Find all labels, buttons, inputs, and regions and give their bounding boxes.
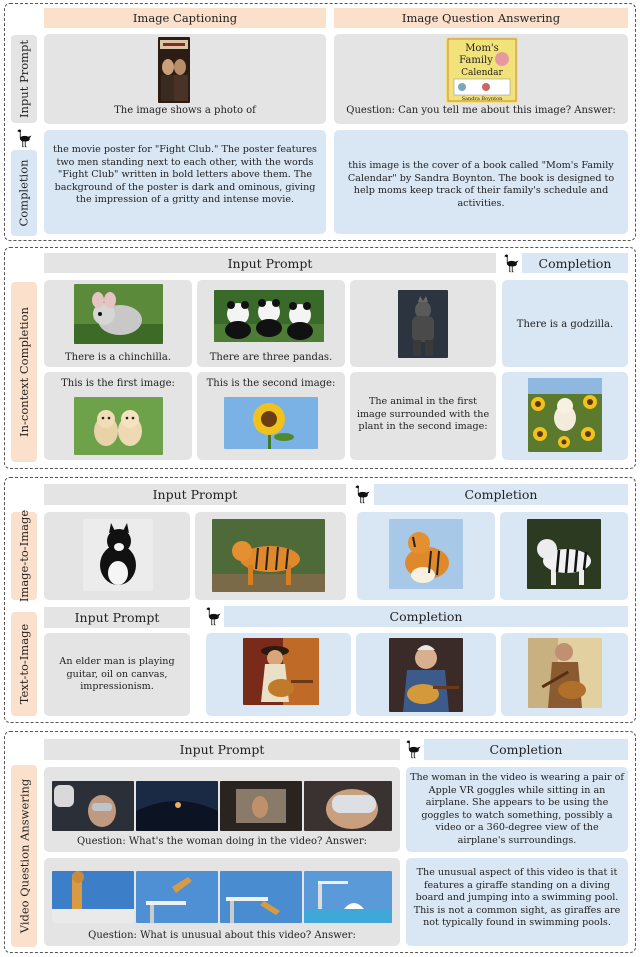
video1-frame-2 — [136, 781, 218, 831]
label-text-to-image: Text-to-Image — [11, 612, 37, 716]
captioning-completion-text: the movie poster for "Fight Club." The poster features two men standing next to each other, with the words "Fight Club" written in bold letters above them. The background of the poster is dark and ominous, giving the impression of a gritty and intense movie. — [53, 144, 317, 205]
header-completion: Completion — [424, 739, 628, 760]
second-image-caption: This is the second image: — [206, 378, 336, 389]
video2-completion-text: The unusual aspect of this video is that it features a giraffe standing on a diving board and jumping into a swimming pool. This is not a common sight, as giraffes are not typically found in swimming pools. — [413, 867, 621, 928]
white-tiger-image — [527, 519, 601, 589]
sunflower-image — [224, 397, 318, 449]
ostrich-icon — [404, 739, 422, 759]
pandas-caption: There are three pandas. — [209, 352, 333, 363]
header-input-prompt: Input Prompt — [44, 739, 400, 760]
video2-frame-2 — [136, 871, 218, 923]
chinchilla-image — [74, 284, 163, 344]
video1-frame-4 — [304, 781, 392, 831]
svg-text:Family: Family — [459, 55, 493, 66]
first-image-caption: This is the first image: — [61, 378, 175, 389]
cat-image — [83, 519, 153, 591]
header-completion: Completion — [224, 606, 628, 627]
godzilla-image — [398, 290, 448, 358]
label-in-context-completion: In-context Completion — [11, 282, 37, 462]
ostrich-icon — [204, 606, 222, 626]
puppies-image — [74, 397, 163, 455]
header-input-prompt: Input Prompt — [44, 484, 346, 505]
label-input-prompt: Input Prompt — [11, 35, 37, 123]
header-input-prompt: Input Prompt — [44, 253, 496, 273]
ostrich-icon — [15, 128, 33, 148]
video1-completion-text: The woman in the video is wearing a pair of Apple VR goggles while sitting in an airplane. She appears to be using the goggles to watch something, possibly a video or a 360-degree view of the airplane's surroundings. — [410, 772, 624, 846]
svg-text:Mom's: Mom's — [465, 43, 499, 54]
tiger-image — [212, 519, 325, 592]
qa-prompt-text: Question: Can you tell me about this image? Answer: — [346, 105, 616, 116]
header-input-prompt: Input Prompt — [44, 607, 190, 628]
qa-completion-text: this image is the cover of a book called "Mom's Family Calendar" by Sandra Boynton. The book is designed to help moms keep track of their family's schedule and activities. — [347, 160, 615, 209]
header-image-captioning: Image Captioning — [44, 8, 326, 28]
combine-prompt-text: The animal in the first image surrounded with the plant in the second image: — [356, 396, 490, 432]
video2-frame-3 — [220, 871, 302, 923]
video1-frame-1 — [52, 781, 134, 831]
chinchilla-caption: There is a chinchilla. — [64, 352, 171, 363]
label-image-to-image: Image-to-Image — [11, 512, 37, 600]
pandas-image — [214, 290, 324, 342]
puppy-sunflowers-image — [528, 378, 602, 452]
header-completion: Completion — [374, 484, 628, 505]
label-video-question-answering: Video Question Answering — [11, 765, 37, 947]
video2-frame-4 — [304, 871, 392, 923]
video1-frame-3 — [220, 781, 302, 831]
ostrich-icon — [353, 484, 371, 504]
t2i-prompt-text: An elder man is playing guitar, oil on canvas, impressionism. — [59, 656, 175, 692]
video2-question-text: Question: What is unusual about this video? Answer: — [88, 930, 356, 941]
guitar-painting-3-image — [528, 638, 602, 708]
moms-family-calendar-image — [446, 37, 518, 103]
video1-question-text: Question: What's the woman doing in the video? Answer: — [76, 836, 368, 847]
fight-club-poster-image — [158, 37, 190, 103]
ostrich-icon — [502, 253, 520, 273]
tiger-cat-image — [389, 519, 463, 589]
svg-text:Calendar: Calendar — [461, 68, 503, 78]
header-completion: Completion — [522, 253, 628, 273]
header-image-qa: Image Question Answering — [334, 8, 628, 28]
label-completion: Completion — [11, 150, 37, 236]
godzilla-completion-text: There is a godzilla. — [516, 319, 614, 330]
guitar-painting-2-image — [389, 638, 463, 712]
video2-frame-1 — [52, 871, 134, 923]
captioning-prompt-text: The image shows a photo of — [114, 105, 256, 116]
svg-text:Sandra Boynton: Sandra Boynton — [461, 96, 503, 102]
guitar-painting-1-image — [243, 638, 319, 705]
